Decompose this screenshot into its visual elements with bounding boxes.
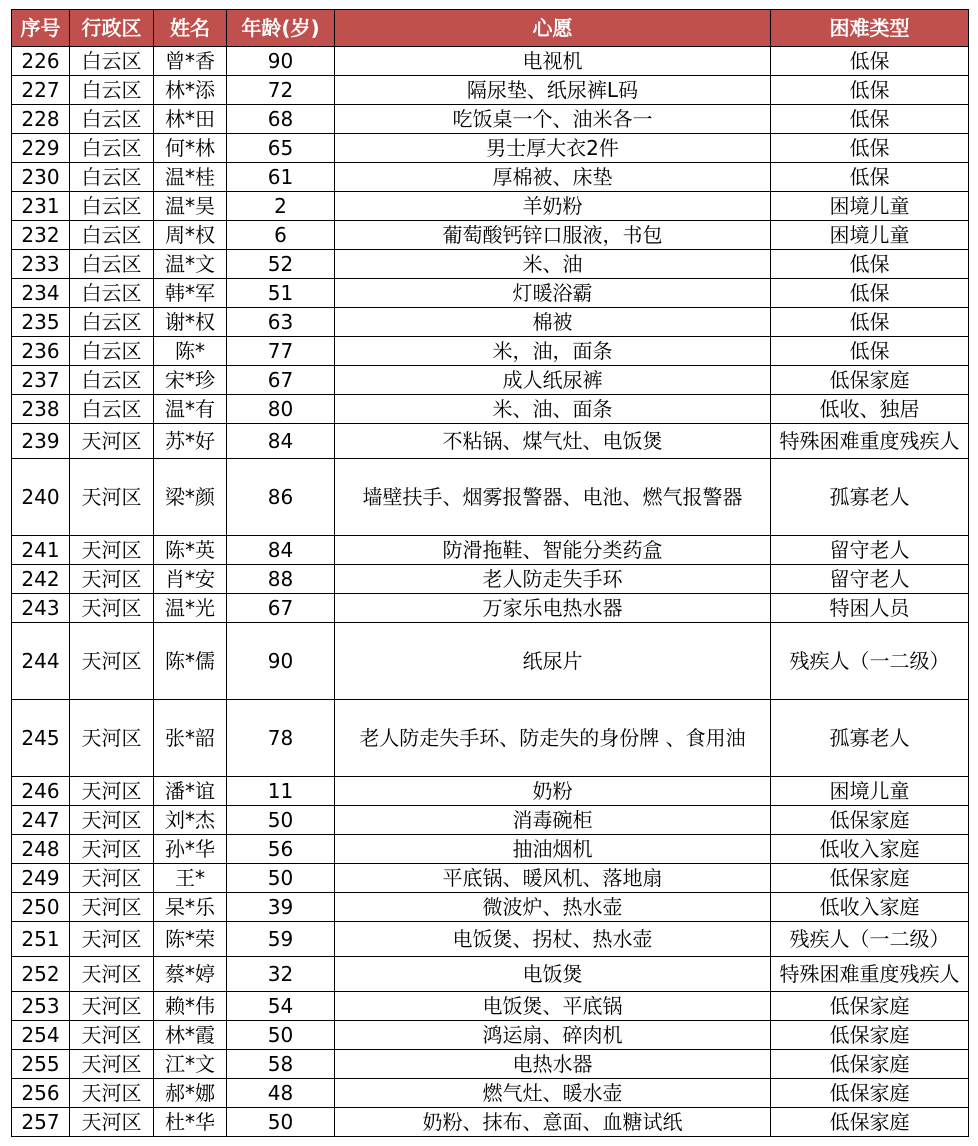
cell-no: 248: [12, 835, 70, 864]
cell-wish: 灯暖浴霸: [335, 279, 771, 308]
cell-district: 天河区: [70, 424, 154, 459]
cell-type: 残疾人（一二级）: [771, 623, 969, 700]
table-row: [12, 163, 969, 192]
cell-no: 246: [12, 777, 70, 806]
cell-district: 天河区: [70, 594, 154, 623]
cell-type: 低收、独居: [771, 395, 969, 424]
table-row: [12, 395, 969, 424]
cell-no: 235: [12, 308, 70, 337]
cell-age: 88: [227, 565, 335, 594]
cell-age: 52: [227, 250, 335, 279]
cell-no: 236: [12, 337, 70, 366]
cell-wish: 隔尿垫、纸尿裤L码: [335, 76, 771, 105]
header-age: 年龄(岁): [227, 10, 335, 47]
cell-name: 苏*好: [154, 424, 227, 459]
cell-district: 白云区: [70, 76, 154, 105]
table-row: [12, 1021, 969, 1050]
cell-type: 低保: [771, 134, 969, 163]
cell-wish: 微波炉、热水壶: [335, 893, 771, 922]
cell-district: 白云区: [70, 308, 154, 337]
cell-age: 51: [227, 279, 335, 308]
cell-district: 天河区: [70, 806, 154, 835]
cell-no: 228: [12, 105, 70, 134]
cell-wish: 平底锅、暖风机、落地扇: [335, 864, 771, 893]
cell-age: 50: [227, 1108, 335, 1137]
cell-wish: 鸿运扇、碎肉机: [335, 1021, 771, 1050]
cell-name: 王*: [154, 864, 227, 893]
cell-type: 低保家庭: [771, 1108, 969, 1137]
cell-age: 56: [227, 835, 335, 864]
cell-wish: 抽油烟机: [335, 835, 771, 864]
cell-type: 困境儿童: [771, 221, 969, 250]
cell-age: 32: [227, 957, 335, 992]
cell-type: 低保: [771, 47, 969, 76]
table-row: [12, 221, 969, 250]
cell-wish: 米，油，面条: [335, 337, 771, 366]
cell-age: 86: [227, 459, 335, 536]
table-row: [12, 76, 969, 105]
cell-type: 孤寡老人: [771, 700, 969, 777]
cell-name: 陈*: [154, 337, 227, 366]
table-row: [12, 337, 969, 366]
cell-type: 特殊困难重度残疾人: [771, 957, 969, 992]
cell-age: 50: [227, 806, 335, 835]
cell-district: 天河区: [70, 835, 154, 864]
cell-name: 宋*珍: [154, 366, 227, 395]
cell-no: 249: [12, 864, 70, 893]
cell-name: 赖*伟: [154, 992, 227, 1021]
cell-wish: 电饭煲、拐杖、热水壶: [335, 922, 771, 957]
header-wish: 心愿: [335, 10, 771, 47]
cell-no: 251: [12, 922, 70, 957]
cell-wish: 老人防走失手环、防走失的身份牌 、食用油: [335, 700, 771, 777]
cell-no: 252: [12, 957, 70, 992]
table-row: [12, 1050, 969, 1079]
header-no: 序号: [12, 10, 70, 47]
cell-district: 白云区: [70, 395, 154, 424]
cell-type: 低保: [771, 250, 969, 279]
cell-type: 残疾人（一二级）: [771, 922, 969, 957]
cell-no: 233: [12, 250, 70, 279]
cell-age: 6: [227, 221, 335, 250]
cell-district: 白云区: [70, 337, 154, 366]
cell-wish: 燃气灶、暖水壶: [335, 1079, 771, 1108]
table-row: [12, 308, 969, 337]
cell-type: 孤寡老人: [771, 459, 969, 536]
cell-district: 天河区: [70, 777, 154, 806]
cell-age: 72: [227, 76, 335, 105]
cell-name: 周*权: [154, 221, 227, 250]
header-name: 姓名: [154, 10, 227, 47]
cell-wish: 奶粉: [335, 777, 771, 806]
cell-district: 天河区: [70, 700, 154, 777]
cell-wish: 不粘锅、煤气灶、电饭煲: [335, 424, 771, 459]
cell-type: 低保: [771, 163, 969, 192]
cell-wish: 奶粉、抹布、意面、血糖试纸: [335, 1108, 771, 1137]
cell-name: 林*霞: [154, 1021, 227, 1050]
cell-wish: 葡萄酸钙锌口服液，书包: [335, 221, 771, 250]
cell-age: 50: [227, 864, 335, 893]
cell-name: 温*文: [154, 250, 227, 279]
cell-type: 低保: [771, 76, 969, 105]
cell-district: 天河区: [70, 623, 154, 700]
cell-age: 77: [227, 337, 335, 366]
cell-no: 243: [12, 594, 70, 623]
cell-no: 254: [12, 1021, 70, 1050]
cell-type: 留守老人: [771, 565, 969, 594]
cell-name: 温*有: [154, 395, 227, 424]
cell-wish: 电视机: [335, 47, 771, 76]
cell-age: 48: [227, 1079, 335, 1108]
cell-age: 61: [227, 163, 335, 192]
cell-no: 242: [12, 565, 70, 594]
cell-name: 韩*军: [154, 279, 227, 308]
table-row: [12, 957, 969, 992]
cell-district: 天河区: [70, 459, 154, 536]
cell-district: 天河区: [70, 565, 154, 594]
table-row: [12, 1108, 969, 1137]
cell-no: 232: [12, 221, 70, 250]
cell-name: 陈*儒: [154, 623, 227, 700]
cell-type: 低保家庭: [771, 864, 969, 893]
table-row: [12, 105, 969, 134]
cell-name: 陈*荣: [154, 922, 227, 957]
cell-age: 67: [227, 366, 335, 395]
cell-wish: 羊奶粉: [335, 192, 771, 221]
cell-type: 困境儿童: [771, 192, 969, 221]
cell-district: 天河区: [70, 1021, 154, 1050]
cell-age: 59: [227, 922, 335, 957]
cell-district: 白云区: [70, 134, 154, 163]
cell-no: 229: [12, 134, 70, 163]
table-row: [12, 134, 969, 163]
cell-wish: 消毒碗柜: [335, 806, 771, 835]
cell-district: 天河区: [70, 536, 154, 565]
table-row: [12, 922, 969, 957]
cell-type: 低收入家庭: [771, 835, 969, 864]
cell-district: 天河区: [70, 992, 154, 1021]
cell-no: 231: [12, 192, 70, 221]
cell-no: 238: [12, 395, 70, 424]
cell-wish: 电热水器: [335, 1050, 771, 1079]
cell-wish: 米、油: [335, 250, 771, 279]
cell-age: 84: [227, 536, 335, 565]
cell-wish: 老人防走失手环: [335, 565, 771, 594]
cell-no: 239: [12, 424, 70, 459]
cell-name: 温*桂: [154, 163, 227, 192]
table-row: [12, 47, 969, 76]
cell-type: 低保: [771, 337, 969, 366]
cell-no: 244: [12, 623, 70, 700]
cell-district: 天河区: [70, 1050, 154, 1079]
cell-age: 90: [227, 47, 335, 76]
cell-age: 54: [227, 992, 335, 1021]
table-row: [12, 536, 969, 565]
cell-name: 肖*安: [154, 565, 227, 594]
table-row: [12, 992, 969, 1021]
header-type: 困难类型: [771, 10, 969, 47]
wish-list-table: [11, 9, 969, 1137]
cell-no: 230: [12, 163, 70, 192]
cell-district: 白云区: [70, 250, 154, 279]
cell-wish: 纸尿片: [335, 623, 771, 700]
cell-wish: 米、油、面条: [335, 395, 771, 424]
cell-no: 257: [12, 1108, 70, 1137]
cell-no: 226: [12, 47, 70, 76]
cell-type: 特殊困难重度残疾人: [771, 424, 969, 459]
cell-no: 250: [12, 893, 70, 922]
table-row: [12, 700, 969, 777]
cell-district: 天河区: [70, 922, 154, 957]
cell-name: 梁*颜: [154, 459, 227, 536]
cell-type: 低保: [771, 105, 969, 134]
cell-name: 江*文: [154, 1050, 227, 1079]
cell-no: 240: [12, 459, 70, 536]
cell-name: 杲*乐: [154, 893, 227, 922]
cell-name: 林*田: [154, 105, 227, 134]
table-row: [12, 366, 969, 395]
cell-age: 2: [227, 192, 335, 221]
table-row: [12, 835, 969, 864]
table-row: [12, 424, 969, 459]
cell-name: 蔡*婷: [154, 957, 227, 992]
cell-no: 255: [12, 1050, 70, 1079]
cell-age: 65: [227, 134, 335, 163]
cell-name: 林*添: [154, 76, 227, 105]
cell-age: 11: [227, 777, 335, 806]
cell-wish: 棉被: [335, 308, 771, 337]
table-row: [12, 806, 969, 835]
cell-district: 白云区: [70, 192, 154, 221]
cell-district: 天河区: [70, 864, 154, 893]
cell-type: 低保: [771, 279, 969, 308]
cell-age: 39: [227, 893, 335, 922]
cell-age: 90: [227, 623, 335, 700]
table-row: [12, 250, 969, 279]
cell-wish: 电饭煲、平底锅: [335, 992, 771, 1021]
table-row: [12, 623, 969, 700]
cell-name: 陈*英: [154, 536, 227, 565]
cell-district: 天河区: [70, 1079, 154, 1108]
table-row: [12, 864, 969, 893]
table-row: [12, 893, 969, 922]
cell-age: 68: [227, 105, 335, 134]
cell-no: 234: [12, 279, 70, 308]
header-row: [12, 10, 969, 47]
table-row: [12, 459, 969, 536]
cell-district: 白云区: [70, 105, 154, 134]
table-row: [12, 565, 969, 594]
cell-wish: 成人纸尿裤: [335, 366, 771, 395]
cell-type: 低保家庭: [771, 1079, 969, 1108]
cell-no: 241: [12, 536, 70, 565]
cell-district: 天河区: [70, 893, 154, 922]
table-row: [12, 594, 969, 623]
cell-no: 247: [12, 806, 70, 835]
cell-age: 50: [227, 1021, 335, 1050]
header-district: 行政区: [70, 10, 154, 47]
cell-name: 孙*华: [154, 835, 227, 864]
cell-age: 80: [227, 395, 335, 424]
table-row: [12, 1079, 969, 1108]
cell-type: 低保家庭: [771, 992, 969, 1021]
cell-age: 67: [227, 594, 335, 623]
cell-type: 困境儿童: [771, 777, 969, 806]
cell-name: 张*韶: [154, 700, 227, 777]
cell-type: 低保: [771, 308, 969, 337]
cell-wish: 男士厚大衣2件: [335, 134, 771, 163]
cell-type: 低保家庭: [771, 1021, 969, 1050]
cell-type: 低保家庭: [771, 1050, 969, 1079]
cell-name: 杜*华: [154, 1108, 227, 1137]
cell-wish: 吃饭桌一个、油米各一: [335, 105, 771, 134]
cell-district: 白云区: [70, 221, 154, 250]
cell-type: 低保家庭: [771, 366, 969, 395]
cell-no: 253: [12, 992, 70, 1021]
cell-wish: 墙壁扶手、烟雾报警器、电池、燃气报警器: [335, 459, 771, 536]
cell-wish: 厚棉被、床垫: [335, 163, 771, 192]
table-row: [12, 192, 969, 221]
cell-district: 白云区: [70, 47, 154, 76]
cell-type: 低保家庭: [771, 806, 969, 835]
cell-district: 白云区: [70, 366, 154, 395]
cell-name: 温*昊: [154, 192, 227, 221]
cell-name: 潘*谊: [154, 777, 227, 806]
table-row: [12, 279, 969, 308]
cell-district: 白云区: [70, 163, 154, 192]
cell-type: 低收入家庭: [771, 893, 969, 922]
cell-type: 留守老人: [771, 536, 969, 565]
cell-no: 227: [12, 76, 70, 105]
cell-wish: 防滑拖鞋、智能分类药盒: [335, 536, 771, 565]
cell-no: 237: [12, 366, 70, 395]
cell-age: 63: [227, 308, 335, 337]
cell-name: 谢*权: [154, 308, 227, 337]
cell-age: 78: [227, 700, 335, 777]
cell-type: 特困人员: [771, 594, 969, 623]
cell-age: 58: [227, 1050, 335, 1079]
cell-no: 245: [12, 700, 70, 777]
cell-name: 曾*香: [154, 47, 227, 76]
table-row: [12, 777, 969, 806]
cell-age: 84: [227, 424, 335, 459]
cell-name: 刘*杰: [154, 806, 227, 835]
cell-wish: 电饭煲: [335, 957, 771, 992]
cell-name: 郝*娜: [154, 1079, 227, 1108]
cell-district: 天河区: [70, 957, 154, 992]
cell-no: 256: [12, 1079, 70, 1108]
cell-name: 何*林: [154, 134, 227, 163]
cell-district: 天河区: [70, 1108, 154, 1137]
cell-district: 白云区: [70, 279, 154, 308]
cell-name: 温*光: [154, 594, 227, 623]
cell-wish: 万家乐电热水器: [335, 594, 771, 623]
